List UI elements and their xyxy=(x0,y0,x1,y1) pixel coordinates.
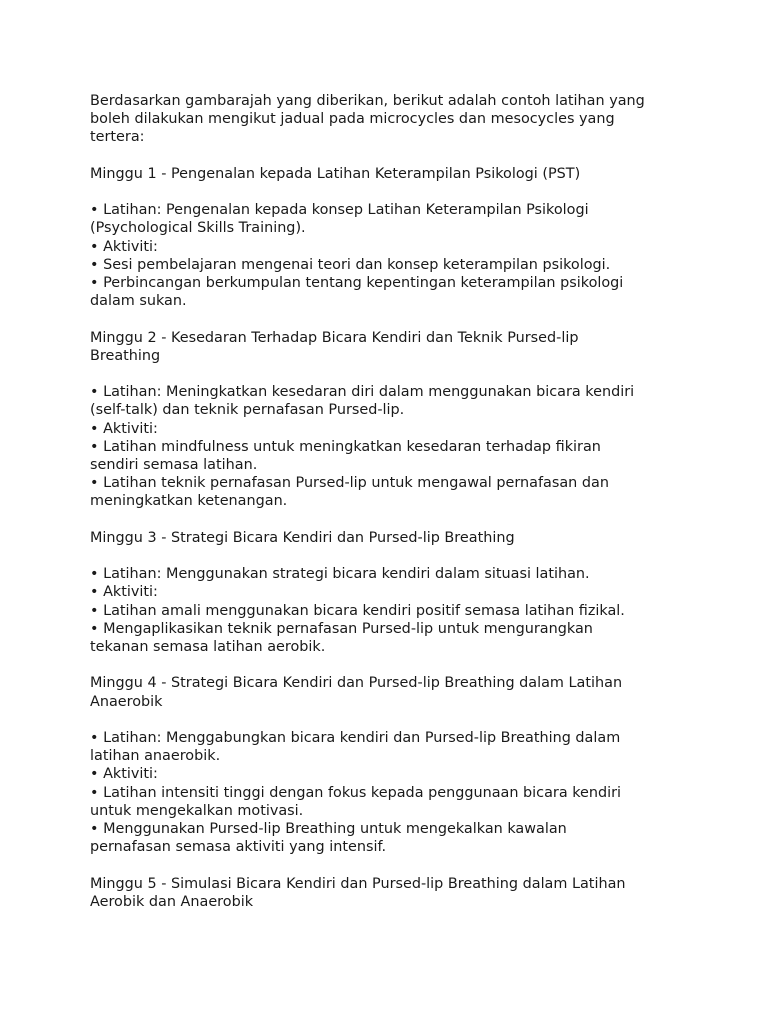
body-line: • Aktiviti: xyxy=(90,766,158,783)
body-line: • Latihan: Menggabungkan bicara kendiri dan Pursed-lip Breathing dalam xyxy=(90,729,621,746)
heading-line: Minggu 5 - Simulasi Bicara Kendiri dan Pursed-lip Breathing dalam Latihan xyxy=(90,875,626,892)
week-1-body xyxy=(90,201,690,310)
heading-line: Aerobik dan Anaerobik xyxy=(90,893,254,910)
body-line: dalam sukan. xyxy=(90,293,187,310)
body-line: (Psychological Skills Training). xyxy=(90,220,306,237)
heading-line: Minggu 4 - Strategi Bicara Kendiri dan Pursed-lip Breathing dalam Latihan xyxy=(90,675,623,692)
week-3-heading xyxy=(90,529,690,547)
body-line: • Mengaplikasikan teknik pernafasan Pursed-lip untuk mengurangkan xyxy=(90,620,593,637)
week-2-body xyxy=(90,383,690,510)
body-line: • Latihan mindfulness untuk meningkatkan kesedaran terhadap fikiran xyxy=(90,438,601,455)
week-4-body xyxy=(90,729,690,856)
body-line: meningkatkan ketenangan. xyxy=(90,493,288,510)
intro-line: tertera: xyxy=(90,129,145,146)
heading-line: Breathing xyxy=(90,347,161,364)
body-line: • Latihan: Meningkatkan kesedaran diri dalam menggunakan bicara kendiri xyxy=(90,384,635,401)
body-line: • Menggunakan Pursed-lip Breathing untuk mengekalkan kawalan xyxy=(90,821,567,837)
body-line: tekanan semasa latihan aerobik. xyxy=(90,639,326,655)
body-line: • Latihan amali menggunakan bicara kendiri positif semasa latihan fizikal. xyxy=(90,602,625,619)
body-line: (self-talk) dan teknik pernafasan Pursed-lip. xyxy=(90,402,405,419)
week-5-heading xyxy=(90,875,690,911)
body-line: • Aktiviti: xyxy=(90,420,158,437)
body-line: • Sesi pembelajaran mengenai teori dan konsep keterampilan psikologi. xyxy=(90,256,611,273)
body-line: • Perbincangan berkumpulan tentang kepentingan keterampilan psikologi xyxy=(90,275,624,291)
body-line: pernafasan semasa aktiviti yang intensif. xyxy=(90,839,387,856)
intro-paragraph xyxy=(90,92,690,147)
heading-line: Minggu 3 - Strategi Bicara Kendiri dan Pursed-lip Breathing xyxy=(90,529,515,546)
week-2-heading xyxy=(90,329,690,365)
body-line: latihan anaerobik. xyxy=(90,748,221,765)
body-line: • Latihan intensiti tinggi dengan fokus kepada penggunaan bicara kendiri xyxy=(90,784,622,801)
heading-line: Minggu 1 - Pengenalan kepada Latihan Keterampilan Psikologi (PST) xyxy=(90,165,581,182)
heading-line: Anaerobik xyxy=(90,693,163,710)
heading-line: Minggu 2 - Kesedaran Terhadap Bicara Kendiri dan Teknik Pursed-lip xyxy=(90,329,579,346)
body-line: • Aktiviti: xyxy=(90,584,158,601)
week-4-heading xyxy=(90,674,690,710)
body-line: • Latihan teknik pernafasan Pursed-lip untuk mengawal pernafasan dan xyxy=(90,475,609,492)
intro-line: boleh dilakukan mengikut jadual pada microcycles dan mesocycles yang xyxy=(90,111,615,128)
body-line: • Latihan: Menggunakan strategi bicara kendiri dalam situasi latihan. xyxy=(90,566,590,583)
body-line: • Latihan: Pengenalan kepada konsep Latihan Keterampilan Psikologi xyxy=(90,202,589,219)
body-line: untuk mengekalkan motivasi. xyxy=(90,802,304,819)
week-3-body xyxy=(90,565,690,656)
body-line: • Aktiviti: xyxy=(90,238,158,255)
body-line: sendiri semasa latihan. xyxy=(90,457,258,473)
document-page xyxy=(90,92,690,929)
week-1-heading xyxy=(90,165,690,183)
intro-line: Berdasarkan gambarajah yang diberikan, berikut adalah contoh latihan yang xyxy=(90,93,645,109)
